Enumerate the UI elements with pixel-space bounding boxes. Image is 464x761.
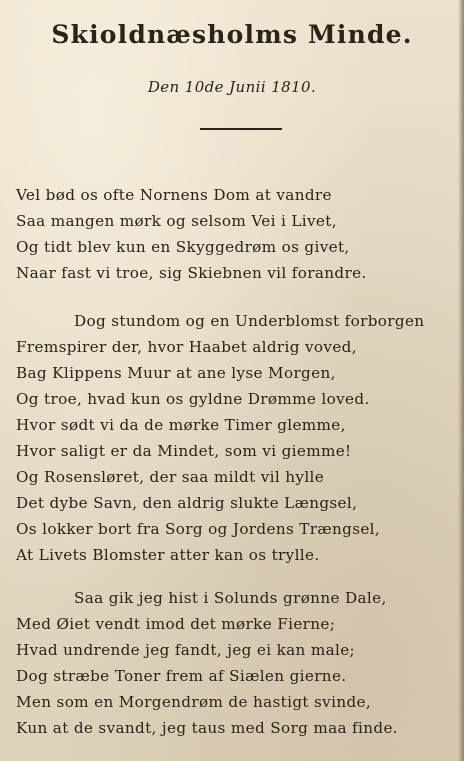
poem-title: Skioldnæsholms Minde. (51, 20, 413, 49)
poem-line: Bag Klippens Muur at ane lyse Morgen, (16, 364, 336, 382)
poem-line: Hvor saligt er da Mindet, som vi giemme! (16, 442, 352, 460)
poem-line: Os lokker bort fra Sorg og Jordens Trængsel, (16, 520, 381, 538)
poem-line: Hvad undrende jeg fandt, jeg ei kan male; (16, 641, 356, 659)
poem-line: Og troe, hvad kun os gyldne Drømme loved. (16, 390, 370, 408)
poem-line: Dog stundom og en Underblomst forborgen (74, 312, 425, 330)
poem-line: Vel bød os ofte Nornens Dom at vandre (16, 186, 332, 204)
poem-line: Kun at de svandt, jeg taus med Sorg maa finde. (16, 719, 398, 737)
poem-line: Saa gik jeg hist i Solunds grønne Dale, (74, 589, 387, 607)
poem-line: Hvor sødt vi da de mørke Timer glemme, (16, 416, 346, 434)
poem-line: Det dybe Savn, den aldrig slukte Længsel, (16, 494, 358, 512)
stanza-2 (16, 308, 456, 568)
poem-line: Dog stræbe Toner frem af Siælen gierne. (16, 667, 347, 685)
poem-line: Naar fast vi troe, sig Skiebnen vil forandre. (16, 264, 367, 282)
poem-line: Med Øiet vendt imod det mørke Fierne; (16, 615, 336, 633)
stanza-3 (16, 585, 456, 741)
poem-line: Fremspirer der, hvor Haabet aldrig voved, (16, 338, 357, 356)
poem-date: Den 10de Junii 1810. (147, 78, 317, 96)
poem-line: Og tidt blev kun en Skyggedrøm os givet, (16, 238, 350, 256)
poem-line: Saa mangen mørk og selsom Vei i Livet, (16, 212, 337, 230)
poem-line: At Livets Blomster atter kan os trylle. (16, 546, 320, 564)
title-divider (200, 128, 282, 130)
poem-line: Men som en Morgendrøm de hastigt svinde, (16, 693, 372, 711)
poem-line: Og Rosensløret, der saa mildt vil hylle (16, 468, 325, 486)
stanza-1 (16, 182, 456, 286)
page-edge-shadow (458, 0, 464, 761)
